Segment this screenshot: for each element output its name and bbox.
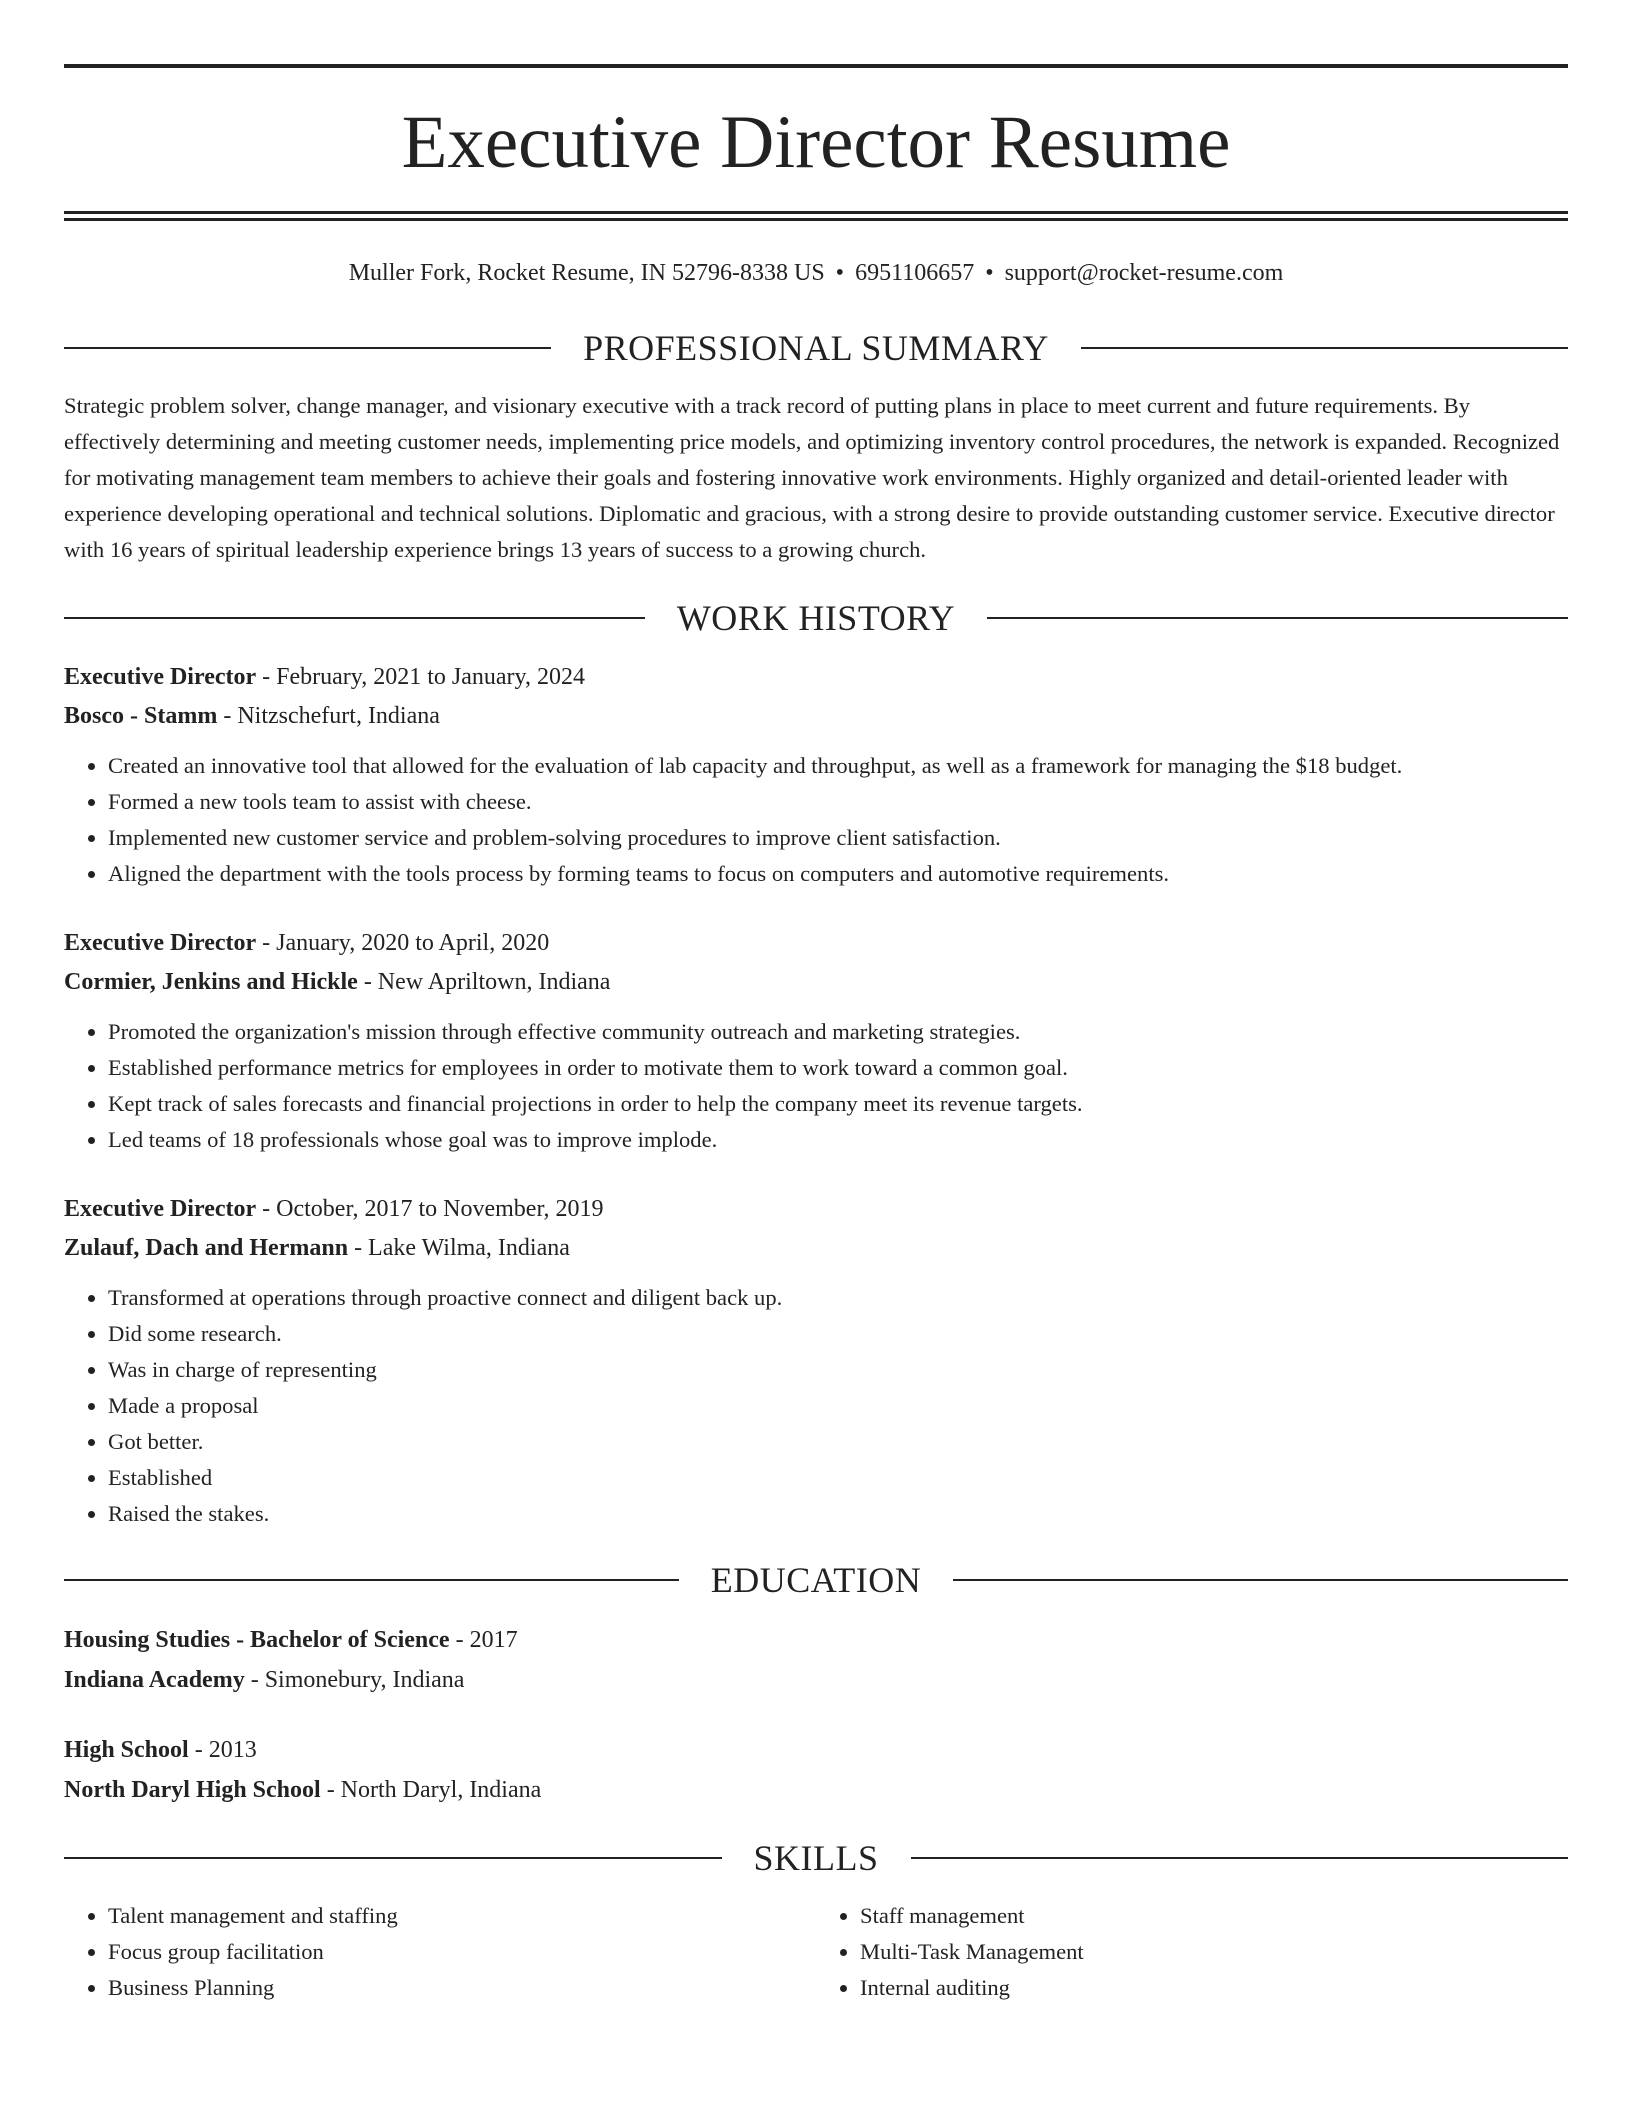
job-entry xyxy=(64,924,1568,1158)
section-header-education xyxy=(64,1559,1568,1600)
skills-columns xyxy=(64,1898,1568,2006)
job-bullet: • Established xyxy=(108,1460,1568,1496)
section-rule xyxy=(953,1579,1568,1581)
job-bullets xyxy=(64,748,1568,892)
skill-item: • Talent management and staffing xyxy=(108,1898,816,1934)
education-degree: Housing Studies - Bachelor of Science xyxy=(64,1626,450,1653)
section-rule xyxy=(911,1857,1569,1859)
job-role: Executive Director xyxy=(64,1195,257,1222)
education-entry xyxy=(64,1730,1568,1810)
contact-address: Muller Fork, Rocket Resume, IN 52796-8338 US xyxy=(348,260,825,286)
job-bullet: • Transformed at operations through proactive connect and diligent back up. xyxy=(108,1280,1568,1316)
section-rule xyxy=(987,617,1568,619)
skills-list-left xyxy=(64,1898,816,2006)
job-bullet: • Kept track of sales forecasts and financial projections in order to help the company meet its revenue targets. xyxy=(108,1086,1568,1122)
job-company: Bosco - Stamm xyxy=(64,702,218,729)
job-bullet: • Did some research. xyxy=(108,1316,1568,1352)
top-rule xyxy=(64,64,1568,68)
section-header-skills xyxy=(64,1837,1568,1878)
job-title-line xyxy=(64,658,1568,697)
job-bullet: • Got better. xyxy=(108,1424,1568,1460)
job-bullet: • Was in charge of representing xyxy=(108,1352,1568,1388)
education-school: North Daryl High School xyxy=(64,1776,321,1803)
job-company-line xyxy=(64,697,1568,736)
section-rule xyxy=(64,617,645,619)
section-title: PROFESSIONAL SUMMARY xyxy=(583,327,1049,368)
job-location: - Nitzschefurt, Indiana xyxy=(217,702,440,729)
job-role: Executive Director xyxy=(64,663,257,690)
section-rule xyxy=(64,347,551,349)
section-rule xyxy=(64,1857,722,1859)
job-company-line xyxy=(64,963,1568,1002)
job-title-line xyxy=(64,924,1568,963)
education-location: - Simonebury, Indiana xyxy=(244,1666,465,1693)
job-location: - Lake Wilma, Indiana xyxy=(348,1234,570,1261)
job-bullet: • Led teams of 18 professionals whose goal was to improve implode. xyxy=(108,1122,1568,1158)
job-bullets xyxy=(64,1280,1568,1532)
education-degree-line xyxy=(64,1620,1568,1660)
job-dates: - February, 2021 to January, 2024 xyxy=(256,663,585,690)
skills-list-right xyxy=(816,1898,1568,2006)
job-company-line xyxy=(64,1229,1568,1268)
job-bullets xyxy=(64,1014,1568,1158)
section-title: SKILLS xyxy=(753,1837,879,1878)
job-company: Zulauf, Dach and Hermann xyxy=(64,1234,349,1261)
job-bullet: • Formed a new tools team to assist with cheese. xyxy=(108,784,1568,820)
job-bullet: • Established performance metrics for employees in order to motivate them to work toward a common goal. xyxy=(108,1050,1568,1086)
resume-content xyxy=(64,64,1568,2006)
section-rule xyxy=(1081,347,1568,349)
job-entry xyxy=(64,1190,1568,1532)
education-year: - 2017 xyxy=(449,1626,518,1653)
job-dates: - January, 2020 to April, 2020 xyxy=(256,929,550,956)
contact-phone: 6951106657 xyxy=(855,260,975,286)
education-entry xyxy=(64,1620,1568,1700)
skill-item: • Business Planning xyxy=(108,1970,816,2006)
skill-item: • Staff management xyxy=(860,1898,1568,1934)
education-year: - 2013 xyxy=(188,1736,257,1763)
education-school-line xyxy=(64,1660,1568,1700)
section-rule xyxy=(64,1579,679,1581)
skill-item: • Multi-Task Management xyxy=(860,1934,1568,1970)
summary-text: Strategic problem solver, change manager, and visionary executive with a track record of putting plans in place to meet current and future requirements. By effectively determining and meeting customer needs, implementing price models, and optimizing inventory control procedures, the network is expanded. Recognized for motivating management team members to achieve their goals and fostering innovative work environments. Highly organized and detail-oriented leader with experience developing operational and technical solutions. Diplomatic and gracious, with a strong desire to provide outstanding customer service. Executive director with 16 years of spiritual leadership experience brings 13 years of success to a growing church. xyxy=(64,392,1560,562)
section-header-work xyxy=(64,597,1568,638)
section-title: EDUCATION xyxy=(710,1559,922,1600)
contact-email: support@rocket-resume.com xyxy=(1004,260,1284,286)
section-header-summary xyxy=(64,327,1568,368)
skill-item: • Internal auditing xyxy=(860,1970,1568,2006)
education-degree-line xyxy=(64,1730,1568,1770)
job-dates: - October, 2017 to November, 2019 xyxy=(256,1195,604,1222)
education-degree: High School xyxy=(64,1736,189,1763)
section-title: WORK HISTORY xyxy=(676,597,956,638)
skill-item: • Focus group facilitation xyxy=(108,1934,816,1970)
job-entry xyxy=(64,658,1568,892)
job-bullet: • Promoted the organization's mission through effective community outreach and marketing strategies. xyxy=(108,1014,1568,1050)
contact-line xyxy=(64,259,1568,288)
job-location: - New Apriltown, Indiana xyxy=(357,968,611,995)
job-bullet: • Implemented new customer service and problem-solving procedures to improve client satisfaction. xyxy=(108,820,1568,856)
education-school-line xyxy=(64,1770,1568,1810)
title-double-rule xyxy=(64,211,1568,221)
contact-separator: • xyxy=(835,260,845,286)
job-bullet: • Made a proposal xyxy=(108,1388,1568,1424)
job-company: Cormier, Jenkins and Hickle xyxy=(64,968,358,995)
contact-separator: • xyxy=(985,260,994,286)
job-bullet: • Aligned the department with the tools process by forming teams to focus on computers and automotive requirements. xyxy=(108,856,1568,892)
job-role: Executive Director xyxy=(64,929,257,956)
education-school: Indiana Academy xyxy=(64,1666,245,1693)
page-title: Executive Director Resume xyxy=(401,101,1231,184)
job-bullet: • Created an innovative tool that allowed for the evaluation of lab capacity and throughput, as well as a framework for managing the $18 budget. xyxy=(108,748,1568,784)
job-title-line xyxy=(64,1190,1568,1229)
job-bullet: • Raised the stakes. xyxy=(108,1496,1568,1532)
education-location: - North Daryl, Indiana xyxy=(320,1776,542,1803)
